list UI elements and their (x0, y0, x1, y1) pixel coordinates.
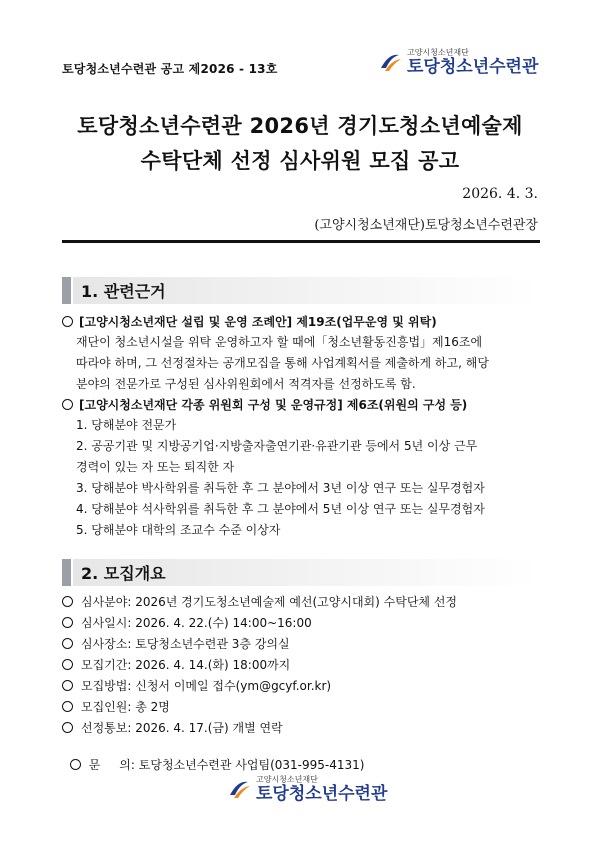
basis-item-1-body-line: 재단이 청소년시설을 위탁 운영하고자 할 때에「청소년활동진흥법」제16조에 (76, 335, 483, 349)
org-logo-bottom (226, 775, 387, 803)
notice-number: 토당청소년수련관 공고 제2026 - 13호 (62, 62, 278, 76)
qualification-item: 1. 당해분야 전문가 (76, 418, 177, 432)
recruit-detail-item: 선정통보: 2026. 4. 17.(금) 개별 연락 (62, 720, 283, 736)
section-heading-2 (62, 559, 540, 586)
recruit-detail-item: 문 의: 토당청소년수련관 사업팀(031-995-4131) (62, 741, 364, 773)
recruit-detail-item: 심사일시: 2026. 4. 22.(수) 14:00~16:00 (62, 615, 312, 631)
page-title-line1: 토당청소년수련관 2026년 경기도청소년예술제 (77, 114, 523, 138)
hollow-circle-bullet-icon (62, 596, 73, 607)
title-divider (62, 240, 540, 243)
hollow-circle-bullet-icon (62, 638, 73, 649)
org-logo-top (377, 48, 538, 76)
hollow-circle-bullet-icon (62, 722, 73, 733)
basis-item-1-heading: [고양시청소년재단 설립 및 운영 조례안] 제19조(업무운영 및 위탁) (62, 314, 437, 330)
section-heading-label: 1. 관련근거 (73, 277, 540, 304)
basis-item-1-body-line: 분야의 전문가로 구성된 심사위원회에서 적격자를 선정하도록 함. (76, 377, 416, 391)
recruit-detail-item: 모집인원: 총 2명 (62, 699, 170, 715)
org-logo-icon (226, 778, 252, 800)
org-logo-icon (377, 51, 403, 73)
logo-org-name: 고양시청소년재단 (407, 48, 469, 57)
logo-name: 토당청소년수련관 (256, 784, 388, 804)
issuer-name: (고양시청소년재단)토당청소년수련관장 (314, 218, 538, 233)
page-title-line2: 수탁단체 선정 심사위원 모집 공고 (140, 149, 460, 173)
qualification-item: 4. 당해분야 석사학위를 취득한 후 그 분야에서 5년 이상 연구 또는 실무경험자 (76, 502, 485, 516)
section-heading-bar (62, 559, 71, 586)
qualification-item: 2. 공공기관 및 지방공기업·지방출자출연기관·유관기관 등에서 5년 이상 근무 (76, 439, 478, 453)
logo-name: 토당청소년수련관 (407, 57, 539, 77)
qualification-item: 3. 당해분야 박사학위를 취득한 후 그 분야에서 3년 이상 연구 또는 실무경험자 (76, 481, 485, 495)
hollow-circle-bullet-icon (62, 399, 73, 410)
notice-date: 2026. 4. 3. (462, 186, 538, 202)
hollow-circle-bullet-icon (62, 659, 73, 670)
hollow-circle-bullet-icon (62, 701, 73, 712)
basis-item-2-heading: [고양시청소년재단 각종 위원회 구성 및 운영규정] 제6조(위원의 구성 등) (62, 397, 467, 413)
hollow-circle-bullet-icon (70, 759, 81, 770)
section-heading-label: 2. 모집개요 (73, 559, 540, 586)
hollow-circle-bullet-icon (62, 617, 73, 628)
hollow-circle-bullet-icon (62, 680, 73, 691)
recruit-detail-item: 심사분야: 2026년 경기도청소년예술제 예선(고양시대회) 수탁단체 선정 (62, 594, 457, 610)
section-heading-1 (62, 277, 540, 304)
qualification-item: 5. 당해분야 대학의 조교수 수준 이상자 (76, 523, 281, 537)
qualification-item-continued: 경력이 있는 자 또는 퇴직한 자 (76, 460, 235, 474)
recruit-detail-item: 모집기간: 2026. 4. 14.(화) 18:00까지 (62, 657, 290, 673)
recruit-detail-item: 모집방법: 신청서 이메일 접수(ym@gcyf.or.kr) (62, 678, 331, 694)
logo-org-name: 고양시청소년재단 (256, 775, 318, 784)
basis-item-1-body-line: 따라야 하며, 그 선정절차는 공개모집을 통해 사업계획서를 제출하게 하고, 해당 (76, 356, 489, 370)
hollow-circle-bullet-icon (62, 316, 73, 327)
recruit-detail-item: 심사장소: 토당청소년수련관 3층 강의실 (62, 636, 290, 652)
section-heading-bar (62, 277, 71, 304)
